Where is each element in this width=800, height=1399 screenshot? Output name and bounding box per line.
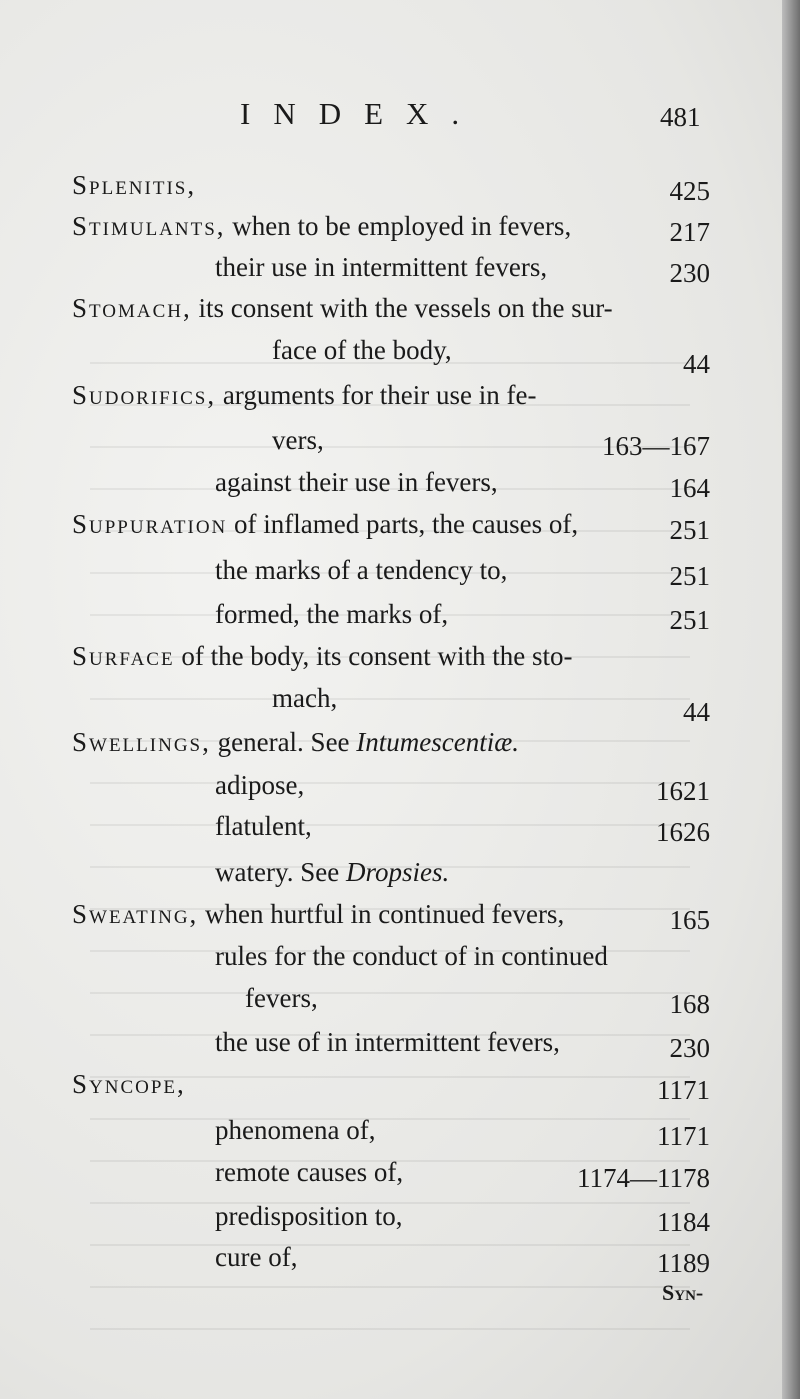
index-line [0,1237,782,1277]
index-line [0,462,782,502]
page-ref: 425 [669,176,710,206]
page-ref: 44 [683,349,710,379]
entry-text: flatulent, [215,811,312,841]
page-ref: 251 [669,605,710,635]
index-line [0,852,782,892]
entry-text: formed, the marks of, [215,599,449,629]
page-ref: 251 [669,561,710,591]
page-ref: 1171 [657,1121,710,1151]
entry-head: Sweating, [72,899,199,929]
page-ref: 1189 [657,1248,710,1278]
entry-text: mach, [272,683,338,713]
page-edge [782,0,800,1399]
page-ref: 165 [669,905,710,935]
page-ref: 230 [669,1033,710,1063]
entry-text: predisposition to, [215,1201,403,1231]
index-line [0,330,782,379]
page-ref: 217 [669,217,710,247]
entry-text: when to be employed in fevers, [225,211,572,241]
entry-text: adipose, [215,770,305,800]
index-line [0,936,782,976]
page-ref: 1184 [657,1207,710,1237]
index-line [0,420,782,460]
entry-text: fevers, [245,983,318,1013]
index-line [0,894,782,934]
entry-text: when hurtful in continued fevers, [198,899,565,929]
entry-text: arguments for their use in fe- [216,380,537,410]
entry-head: Suppuration [72,509,228,539]
entry-text: cure of, [215,1242,298,1272]
entry-text: rules for the conduct of in continued [215,941,608,971]
entry-text: the marks of a tendency to, [215,555,508,585]
index-line [0,165,782,205]
page-ref: 44 [683,697,710,727]
entry-text: remote causes of, [215,1157,404,1187]
index-line [0,1196,782,1236]
entry-head: Swellings, [72,727,211,757]
page-ref: 164 [669,473,710,503]
index-line [0,1022,782,1062]
entry-head: Syncope, [72,1069,186,1099]
entry-text: face of the body, [272,335,452,365]
entry-text: watery. See [215,857,346,887]
cross-reference: Dropsies. [345,857,450,887]
entry-head: Splenitis, [72,170,197,200]
entry-head: Stimulants, [72,211,226,241]
index-line [0,288,782,328]
index-title: INDEX. [240,96,483,131]
index-line [0,504,782,544]
page-ref: 1626 [656,817,710,847]
page-ref: 163—167 [602,431,710,461]
page-ref: 1621 [656,776,710,806]
index-line [0,978,782,1018]
index-line [0,678,782,727]
entry-text: of inflamed parts, the causes of, [227,509,579,539]
index-line [0,806,782,846]
entry-text: against their use in fevers, [215,467,498,497]
entry-head: Stomach, [72,293,192,323]
entry-text: their use in intermittent fevers, [215,252,548,282]
entry-head: Surface [72,641,175,671]
page-ref: 251 [669,515,710,545]
page-number: 481 [660,102,701,132]
entry-text: phenomena of, [215,1115,376,1145]
index-line [0,1152,782,1192]
index-line [0,765,782,805]
index-line [0,636,782,676]
entry-head: Sudorifics, [72,380,217,410]
entry-text: its consent with the vessels on the sur- [191,293,613,323]
index-line [0,594,782,634]
index-line [0,206,782,246]
index-line [0,1110,782,1150]
index-line [0,375,782,415]
index-line [0,550,782,590]
entry-text: vers, [272,425,324,455]
index-line [0,1064,782,1104]
entry-text: general. See [210,727,357,757]
page-ref: 168 [669,989,710,1019]
page-ref: 1171 [657,1075,710,1105]
index-line [0,722,782,762]
entry-text: of the body, its consent with the sto- [174,641,573,671]
catchword: Syn- [662,1280,704,1305]
page-ref: 1174—1178 [577,1163,710,1193]
entry-text: the use of in intermittent fevers, [215,1027,560,1057]
cross-reference: Intumescentiæ. [356,727,520,757]
index-line [0,247,782,287]
page-ref: 230 [669,258,710,288]
page-header [0,96,782,136]
